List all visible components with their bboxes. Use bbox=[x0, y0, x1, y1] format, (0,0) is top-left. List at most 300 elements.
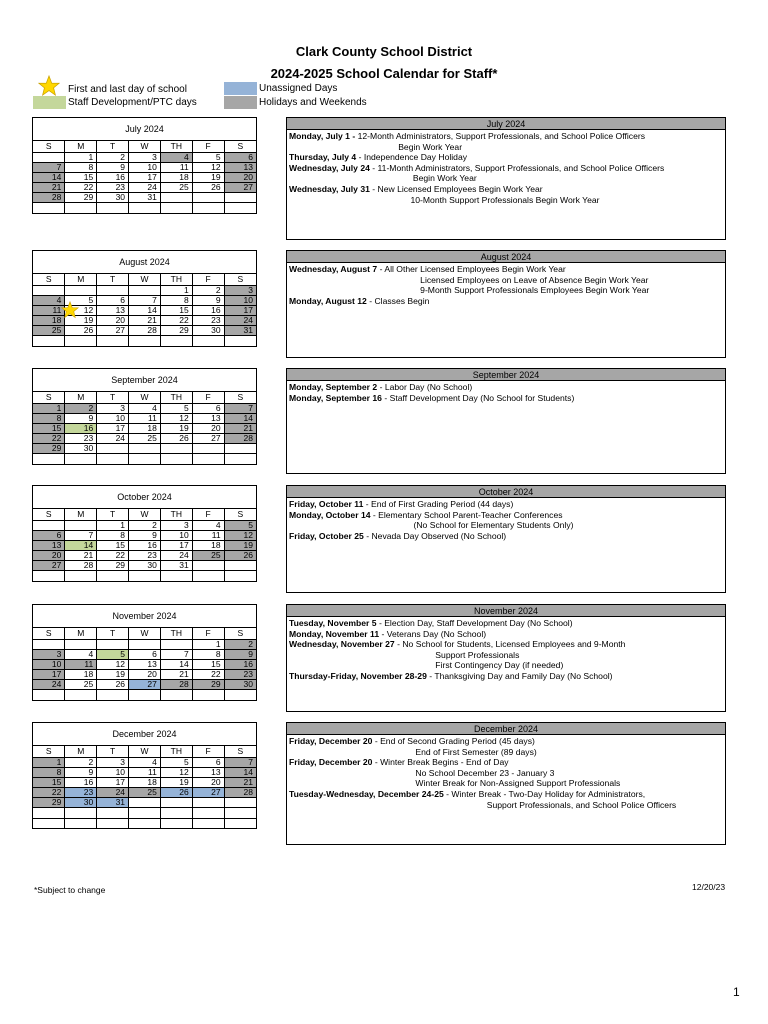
event-item bbox=[289, 152, 723, 163]
event-date: Monday, July 1 - bbox=[289, 131, 358, 141]
day-cell bbox=[192, 798, 224, 808]
day-cell: 18 bbox=[160, 172, 192, 182]
day-cell: 25 bbox=[192, 551, 224, 561]
week-row bbox=[33, 444, 256, 454]
legend-unassigned bbox=[224, 82, 337, 95]
event-description: 12-Month Administrators, Support Professionals, and School Police Officers bbox=[357, 131, 646, 141]
event-description: - Thanksgiving Day and Family Day (No School) bbox=[426, 670, 613, 681]
day-cell: 17 bbox=[97, 423, 129, 433]
events-list bbox=[287, 617, 725, 683]
day-cell bbox=[160, 571, 192, 581]
event-description: - Veterans Day (No School) bbox=[379, 628, 487, 639]
day-cell: 7 bbox=[33, 162, 65, 172]
day-cell: 30 bbox=[97, 193, 129, 203]
day-cell: 6 bbox=[192, 757, 224, 767]
day-cell: 3 bbox=[224, 285, 256, 295]
weekday-label: F bbox=[192, 746, 224, 757]
week-row bbox=[33, 305, 256, 315]
event-description: 10-Month Support Professionals Begin Work Year bbox=[369, 194, 600, 205]
day-cell: 25 bbox=[65, 680, 97, 690]
day-cell bbox=[65, 454, 97, 464]
event-description: - 11-Month Administrators, Support Professionals, and School Police Officers bbox=[369, 162, 665, 173]
day-cell bbox=[129, 818, 161, 828]
day-cell: 12 bbox=[224, 530, 256, 540]
day-cell bbox=[192, 193, 224, 203]
legend-holidays-label: Holidays and Weekends bbox=[259, 97, 367, 108]
weekday-label: TH bbox=[160, 746, 192, 757]
day-cell: 7 bbox=[129, 295, 161, 305]
day-cell: 24 bbox=[224, 316, 256, 326]
revision-date: 12/20/23 bbox=[692, 882, 726, 892]
day-cell: 12 bbox=[65, 305, 97, 315]
week-row bbox=[33, 777, 256, 787]
day-cell: 8 bbox=[33, 767, 65, 777]
day-cell: 10 bbox=[33, 659, 65, 669]
day-cell: 8 bbox=[33, 413, 65, 423]
weekday-label: S bbox=[224, 274, 256, 285]
day-cell: 30 bbox=[192, 326, 224, 336]
day-cell: 15 bbox=[65, 172, 97, 182]
day-cell: 15 bbox=[97, 540, 129, 550]
event-description: First Contingency Day (if needed) bbox=[394, 660, 564, 671]
event-date: Tuesday, November 5 bbox=[289, 618, 377, 628]
day-cell: 13 bbox=[192, 767, 224, 777]
day-cell: 24 bbox=[97, 788, 129, 798]
week-row bbox=[33, 561, 256, 571]
day-cell bbox=[33, 203, 65, 213]
day-cell bbox=[129, 454, 161, 464]
weekday-label: S bbox=[224, 392, 256, 403]
day-cell: 20 bbox=[33, 551, 65, 561]
event-description: Begin Work Year bbox=[369, 173, 477, 184]
day-cell: 19 bbox=[97, 670, 129, 680]
day-cell: 1 bbox=[33, 757, 65, 767]
day-cell: 19 bbox=[160, 777, 192, 787]
event-date: Friday, December 20 bbox=[289, 736, 373, 746]
month-grid bbox=[33, 392, 256, 464]
day-cell: 13 bbox=[33, 540, 65, 550]
day-cell: 18 bbox=[192, 540, 224, 550]
day-cell: 11 bbox=[129, 767, 161, 777]
weekday-label: S bbox=[224, 746, 256, 757]
day-cell: 21 bbox=[224, 777, 256, 787]
day-cell bbox=[160, 444, 192, 454]
day-cell: 27 bbox=[192, 788, 224, 798]
week-row bbox=[33, 285, 256, 295]
day-cell: 3 bbox=[97, 403, 129, 413]
day-cell: 8 bbox=[192, 649, 224, 659]
event-item bbox=[289, 789, 723, 810]
weekday-label: F bbox=[192, 274, 224, 285]
day-cell bbox=[97, 454, 129, 464]
week-row bbox=[33, 183, 256, 193]
legend-unassigned-label: Unassigned Days bbox=[259, 83, 338, 94]
legend-swatch-green bbox=[33, 96, 66, 109]
week-row bbox=[33, 454, 256, 464]
day-cell bbox=[129, 285, 161, 295]
day-cell: 16 bbox=[224, 659, 256, 669]
day-cell bbox=[224, 798, 256, 808]
day-cell bbox=[129, 798, 161, 808]
day-cell: 14 bbox=[224, 767, 256, 777]
event-item bbox=[289, 618, 723, 629]
day-cell: 26 bbox=[160, 788, 192, 798]
weekday-label: S bbox=[33, 274, 65, 285]
week-row bbox=[33, 203, 256, 213]
month-calendar bbox=[32, 722, 257, 829]
event-description: (No School for Elementary Students Only) bbox=[370, 520, 574, 531]
day-cell: 29 bbox=[160, 326, 192, 336]
calendar-title: 2024-2025 School Calendar for Staff* bbox=[270, 66, 498, 81]
day-cell: 16 bbox=[192, 305, 224, 315]
day-cell bbox=[224, 571, 256, 581]
day-cell: 11 bbox=[129, 413, 161, 423]
weekday-header-row bbox=[33, 141, 256, 152]
day-cell: 10 bbox=[97, 767, 129, 777]
day-cell: 11 bbox=[33, 305, 65, 315]
week-row bbox=[33, 649, 256, 659]
week-row bbox=[33, 326, 256, 336]
day-cell: 14 bbox=[224, 413, 256, 423]
day-cell bbox=[192, 444, 224, 454]
day-cell: 15 bbox=[33, 423, 65, 433]
week-row bbox=[33, 162, 256, 172]
event-description: - Staff Development Day (No School for Students) bbox=[381, 392, 575, 403]
day-cell bbox=[160, 690, 192, 700]
day-cell: 29 bbox=[192, 680, 224, 690]
day-cell: 3 bbox=[33, 649, 65, 659]
day-cell: 28 bbox=[129, 326, 161, 336]
day-cell: 2 bbox=[224, 639, 256, 649]
event-description: - Independence Day Holiday bbox=[356, 152, 468, 163]
day-cell bbox=[129, 808, 161, 818]
event-date: Friday, October 11 bbox=[289, 499, 364, 509]
legend-staff-dev-label: Staff Development/PTC days bbox=[68, 97, 197, 108]
event-date: Monday, October 14 bbox=[289, 509, 371, 520]
day-cell bbox=[224, 808, 256, 818]
weekday-label: F bbox=[192, 628, 224, 639]
day-cell bbox=[192, 203, 224, 213]
day-cell: 2 bbox=[192, 285, 224, 295]
day-cell: 22 bbox=[33, 788, 65, 798]
day-cell bbox=[33, 808, 65, 818]
day-cell: 22 bbox=[33, 434, 65, 444]
day-cell bbox=[129, 690, 161, 700]
day-cell: 28 bbox=[224, 788, 256, 798]
weekday-header-row bbox=[33, 509, 256, 520]
event-item bbox=[289, 184, 723, 205]
day-cell: 31 bbox=[160, 561, 192, 571]
day-cell: 6 bbox=[224, 152, 256, 162]
weekday-label: T bbox=[97, 628, 129, 639]
day-cell: 13 bbox=[192, 413, 224, 423]
event-description: Support Professionals, and School Police Officers bbox=[443, 799, 677, 810]
day-cell: 23 bbox=[129, 551, 161, 561]
day-cell: 7 bbox=[65, 530, 97, 540]
star-icon bbox=[33, 83, 66, 96]
day-cell: 24 bbox=[129, 183, 161, 193]
event-item bbox=[289, 163, 723, 184]
weekday-label: M bbox=[65, 509, 97, 520]
month-calendar bbox=[32, 368, 257, 465]
day-cell: 31 bbox=[97, 798, 129, 808]
weekday-label: M bbox=[65, 274, 97, 285]
weekday-label: S bbox=[33, 141, 65, 152]
day-cell: 20 bbox=[192, 777, 224, 787]
week-row bbox=[33, 788, 256, 798]
weekday-label: S bbox=[33, 746, 65, 757]
day-cell: 19 bbox=[224, 540, 256, 550]
event-description: - No School for Students, Licensed Employees and 9-Month bbox=[394, 639, 626, 650]
month-calendar bbox=[32, 604, 257, 701]
day-cell bbox=[33, 336, 65, 346]
day-cell: 23 bbox=[97, 183, 129, 193]
weekday-label: T bbox=[97, 274, 129, 285]
day-cell: 3 bbox=[160, 520, 192, 530]
day-cell: 27 bbox=[224, 183, 256, 193]
week-row bbox=[33, 818, 256, 828]
day-cell: 17 bbox=[224, 305, 256, 315]
event-item bbox=[289, 639, 723, 671]
day-cell: 4 bbox=[33, 295, 65, 305]
day-cell: 8 bbox=[65, 162, 97, 172]
month-name: October 2024 bbox=[33, 486, 256, 509]
day-cell: 31 bbox=[129, 193, 161, 203]
week-row bbox=[33, 670, 256, 680]
weekday-label: S bbox=[33, 628, 65, 639]
day-cell: 12 bbox=[160, 413, 192, 423]
day-cell bbox=[33, 454, 65, 464]
event-date: Wednesday, July 24 bbox=[289, 162, 370, 173]
day-cell: 20 bbox=[192, 423, 224, 433]
day-cell: 6 bbox=[33, 530, 65, 540]
day-cell bbox=[224, 203, 256, 213]
weekday-label: TH bbox=[160, 392, 192, 403]
event-date: Thursday, July 4 bbox=[289, 152, 357, 163]
day-cell: 17 bbox=[160, 540, 192, 550]
events-list bbox=[287, 130, 725, 206]
day-cell: 14 bbox=[160, 659, 192, 669]
event-item bbox=[289, 629, 723, 640]
day-cell: 18 bbox=[33, 316, 65, 326]
day-cell bbox=[192, 571, 224, 581]
day-cell: 11 bbox=[192, 530, 224, 540]
event-item bbox=[289, 131, 723, 152]
day-cell bbox=[97, 285, 129, 295]
week-row bbox=[33, 434, 256, 444]
day-cell bbox=[33, 152, 65, 162]
day-cell: 2 bbox=[65, 757, 97, 767]
day-cell bbox=[224, 336, 256, 346]
month-name: July 2024 bbox=[33, 118, 256, 141]
event-description: Winter Break for Non-Assigned Support Professionals bbox=[372, 778, 621, 789]
weekday-label: S bbox=[224, 141, 256, 152]
day-cell: 20 bbox=[97, 316, 129, 326]
day-cell: 26 bbox=[224, 551, 256, 561]
day-cell bbox=[224, 690, 256, 700]
weekday-label: TH bbox=[160, 628, 192, 639]
day-cell: 23 bbox=[192, 316, 224, 326]
event-description: - All Other Licensed Employees Begin Work Year bbox=[377, 264, 566, 274]
day-cell bbox=[160, 203, 192, 213]
weekday-label: S bbox=[33, 509, 65, 520]
day-cell: 15 bbox=[160, 305, 192, 315]
event-item bbox=[289, 499, 723, 510]
day-cell bbox=[129, 203, 161, 213]
day-cell: 30 bbox=[224, 680, 256, 690]
weekday-label: F bbox=[192, 141, 224, 152]
event-description: - Labor Day (No School) bbox=[377, 382, 473, 392]
day-cell bbox=[33, 285, 65, 295]
day-cell bbox=[224, 818, 256, 828]
event-description: - Winter Break - Two-Day Holiday for Administrators, bbox=[443, 788, 646, 799]
month-calendar bbox=[32, 250, 257, 347]
month-grid bbox=[33, 141, 256, 213]
day-cell: 25 bbox=[129, 788, 161, 798]
day-cell: 17 bbox=[129, 172, 161, 182]
day-cell: 4 bbox=[65, 649, 97, 659]
event-description: Licensed Employees on Leave of Absence Begin Work Year bbox=[377, 274, 649, 285]
event-date: Monday, September 2 bbox=[289, 382, 378, 392]
day-cell bbox=[224, 193, 256, 203]
day-cell: 5 bbox=[160, 757, 192, 767]
day-cell: 17 bbox=[97, 777, 129, 787]
weekday-label: M bbox=[65, 746, 97, 757]
day-cell: 10 bbox=[160, 530, 192, 540]
day-cell: 25 bbox=[33, 326, 65, 336]
day-cell: 2 bbox=[97, 152, 129, 162]
day-cell bbox=[160, 336, 192, 346]
day-cell bbox=[97, 444, 129, 454]
weekday-label: T bbox=[97, 746, 129, 757]
week-row bbox=[33, 316, 256, 326]
day-cell: 15 bbox=[33, 777, 65, 787]
day-cell: 10 bbox=[129, 162, 161, 172]
event-date: Wednesday, August 7 bbox=[289, 264, 378, 274]
event-date: Wednesday, November 27 bbox=[289, 639, 395, 650]
day-cell bbox=[224, 561, 256, 571]
day-cell bbox=[65, 690, 97, 700]
week-row bbox=[33, 336, 256, 346]
day-cell: 16 bbox=[65, 777, 97, 787]
day-cell: 2 bbox=[65, 403, 97, 413]
events-panel-header: October 2024 bbox=[287, 486, 725, 498]
events-panel bbox=[286, 722, 726, 845]
event-description: Support Professionals bbox=[394, 649, 520, 660]
day-cell bbox=[33, 639, 65, 649]
day-cell: 1 bbox=[192, 639, 224, 649]
day-cell: 27 bbox=[33, 561, 65, 571]
legend-swatch-blue bbox=[224, 82, 257, 95]
day-cell: 14 bbox=[65, 540, 97, 550]
weekday-label: TH bbox=[160, 141, 192, 152]
day-cell: 5 bbox=[192, 152, 224, 162]
day-cell: 5 bbox=[160, 403, 192, 413]
month-grid bbox=[33, 628, 256, 700]
weekday-label: M bbox=[65, 392, 97, 403]
day-cell bbox=[97, 818, 129, 828]
day-cell: 9 bbox=[65, 767, 97, 777]
legend-first-last-label: First and last day of school bbox=[68, 84, 187, 95]
week-row bbox=[33, 193, 256, 203]
week-row bbox=[33, 413, 256, 423]
day-cell bbox=[33, 818, 65, 828]
day-cell: 4 bbox=[129, 403, 161, 413]
day-cell bbox=[129, 444, 161, 454]
day-cell: 29 bbox=[97, 561, 129, 571]
day-cell bbox=[33, 571, 65, 581]
day-cell: 28 bbox=[33, 193, 65, 203]
week-row bbox=[33, 659, 256, 669]
event-date: Tuesday-Wednesday, December 24-25 bbox=[289, 788, 444, 799]
day-cell: 30 bbox=[65, 444, 97, 454]
weekday-header-row bbox=[33, 392, 256, 403]
weekday-label: M bbox=[65, 628, 97, 639]
day-cell: 1 bbox=[160, 285, 192, 295]
day-cell: 13 bbox=[97, 305, 129, 315]
week-row bbox=[33, 403, 256, 413]
day-cell bbox=[160, 639, 192, 649]
day-cell: 7 bbox=[160, 649, 192, 659]
day-cell bbox=[192, 690, 224, 700]
day-cell: 3 bbox=[97, 757, 129, 767]
events-panel bbox=[286, 485, 726, 593]
week-row bbox=[33, 639, 256, 649]
day-cell bbox=[160, 808, 192, 818]
day-cell: 26 bbox=[160, 434, 192, 444]
month-grid bbox=[33, 746, 256, 828]
weekday-label: M bbox=[65, 141, 97, 152]
weekday-label: W bbox=[129, 746, 161, 757]
legend-first-last bbox=[33, 83, 187, 96]
event-date: Monday, August 12 bbox=[289, 295, 367, 306]
week-row bbox=[33, 551, 256, 561]
event-item bbox=[289, 531, 723, 542]
day-cell: 20 bbox=[224, 172, 256, 182]
day-cell: 18 bbox=[65, 670, 97, 680]
day-cell: 1 bbox=[33, 403, 65, 413]
day-cell: 21 bbox=[224, 423, 256, 433]
event-description: - End of Second Grading Period (45 days) bbox=[372, 736, 535, 746]
event-item bbox=[289, 671, 723, 682]
day-cell bbox=[65, 808, 97, 818]
weekday-label: S bbox=[33, 392, 65, 403]
day-cell: 18 bbox=[129, 777, 161, 787]
legend-holidays bbox=[224, 96, 367, 109]
weekday-label: F bbox=[192, 509, 224, 520]
day-cell: 30 bbox=[65, 798, 97, 808]
day-cell bbox=[160, 454, 192, 464]
day-cell bbox=[97, 639, 129, 649]
day-cell: 24 bbox=[97, 434, 129, 444]
day-cell: 14 bbox=[33, 172, 65, 182]
day-cell: 1 bbox=[97, 520, 129, 530]
weekday-label: F bbox=[192, 392, 224, 403]
day-cell bbox=[65, 285, 97, 295]
event-description: - New Licensed Employees Begin Work Year bbox=[369, 183, 543, 194]
events-list bbox=[287, 498, 725, 542]
day-cell bbox=[160, 798, 192, 808]
events-panel bbox=[286, 604, 726, 712]
day-cell bbox=[65, 336, 97, 346]
event-description: - Winter Break Begins - End of Day bbox=[372, 757, 509, 768]
day-cell: 27 bbox=[97, 326, 129, 336]
events-panel bbox=[286, 368, 726, 474]
events-panel bbox=[286, 117, 726, 240]
day-cell: 12 bbox=[160, 767, 192, 777]
event-item bbox=[289, 393, 723, 404]
day-cell bbox=[192, 561, 224, 571]
